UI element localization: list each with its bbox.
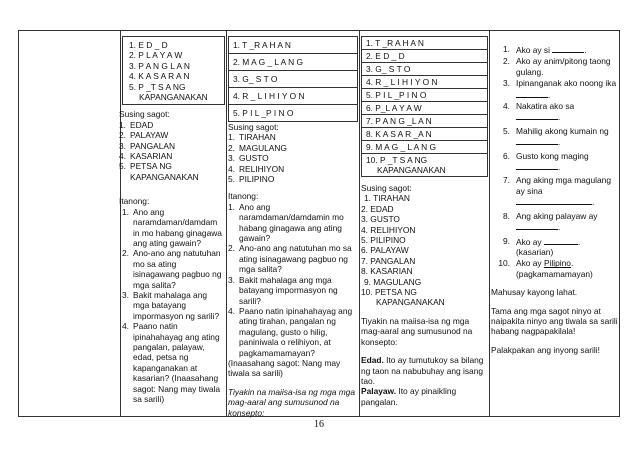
table-cell: 5. P I L _P I N O xyxy=(362,89,488,102)
questions-heading: Itanong: xyxy=(228,191,259,202)
list-item: 4. KASARIAN xyxy=(119,151,173,162)
column-edad xyxy=(119,36,225,404)
praise-text: Palakpakan ang inyong sarili! xyxy=(491,344,600,355)
list-item: 4. RELIHIYON xyxy=(228,163,285,174)
concept-edad: Edad. Ito ay tumutukoy sa bilang ng taon na nabubuhay ang isang tao. xyxy=(361,355,484,386)
list-item: 5. PETSA NG xyxy=(119,161,172,172)
list-item: 9. Ako ay . (kasarian) xyxy=(503,235,581,257)
list-item: 3. Bakit mahalaga ang mga batayang impormasyon ng sarili? xyxy=(122,289,220,321)
answer-key-list xyxy=(119,120,225,172)
list-item: 4. Paano natin ipinahahayag ang ating pangalan, palayaw, edad, petsa ng kapanganakan at kasarian? (Inaasahang sagot: Nang may tiwala sa sarili) xyxy=(122,321,221,404)
list-item: 6. Gusto kong maging . xyxy=(503,150,589,173)
table-cell: 8. K A S A R _A N xyxy=(362,128,488,141)
list-item: 1. Ano ang naramdaman/damdam in mo habang ginagawa ang ating gawain? xyxy=(122,206,222,248)
box-line: 5. P _T S A NG xyxy=(129,81,186,92)
letter-table xyxy=(228,36,358,122)
column-tirahan xyxy=(228,36,358,418)
table-cell: 5. P I L _P I N O xyxy=(229,105,358,122)
list-item: 2. Ano-ano ang natutuhan mo sa ating isinagawang pagbuo ng mga salita? xyxy=(122,248,222,290)
list-item: 1. TIRAHAN xyxy=(364,193,410,204)
table-cell: 2. E D _ D xyxy=(362,50,488,63)
questions-list xyxy=(228,202,358,358)
list-item: 5. PILIPINO xyxy=(361,235,406,246)
box-line: 1. E D _ D xyxy=(129,40,168,50)
list-item: 3. PANGALAN xyxy=(119,140,175,151)
letter-table xyxy=(361,36,488,177)
list-item: 8. Ang aking palayaw ay . xyxy=(503,210,598,233)
table-cell: 10. P _T S A NG KAPANGANAKAN xyxy=(362,154,488,177)
list-item: 3. Bakit mahalaga ang mga batayang impormasyon ng sarili? xyxy=(228,274,338,306)
list-item: 10. PETSA NG xyxy=(361,287,417,298)
answer-key-heading: Susing sagot: xyxy=(228,122,279,132)
concept-note: Tiyakin na maiisa-isa ng mga mag-aaral ang sumusunod na konsepto: xyxy=(361,315,473,347)
table-cell: 2. M A G _ L A N G xyxy=(229,54,358,71)
questions-list xyxy=(119,207,225,405)
list-item: 2. Ano-ano ang natutuhan mo sa ating isinagawang pagbuo ng mga salita? xyxy=(228,243,352,275)
box-line: KAPANGANAKAN xyxy=(139,92,208,103)
answer-key-list xyxy=(361,193,488,307)
column-pagpapakilala xyxy=(493,44,618,355)
list-item: 8. KASARIAN xyxy=(361,266,413,277)
list-item: 2. Ako ay anim/pitong taong gulang. xyxy=(503,56,611,77)
list-item: 5. Mahilig akong kumain ng . xyxy=(503,125,609,148)
answer-key-cont: KAPANGANAKAN xyxy=(130,171,199,182)
list-item: 3. GUSTO xyxy=(228,153,269,164)
table-cell: 3. G_ S T O xyxy=(362,63,488,76)
list-item: 2. EDAD xyxy=(361,203,394,214)
table-cell: 1. T _R A H A N xyxy=(229,37,358,54)
list-item: 1. Ano ang naramdaman/damdamin mo habang ginagawa ang ating gawain? xyxy=(228,201,344,244)
table-cell: 9. M A G _ L A N G xyxy=(362,141,488,154)
column-divider xyxy=(489,30,490,417)
letter-box xyxy=(122,36,225,105)
list-item: 2. PALAYAW xyxy=(119,130,169,141)
expected-answer: (Inaasahang sagot: Nang may tiwala sa sarili) xyxy=(228,357,341,379)
list-item: 1. Ako ay si . xyxy=(503,44,587,55)
table-cell: 7. P A N G _L A N xyxy=(362,115,488,128)
list-item: 1. EDAD xyxy=(119,119,154,130)
list-item: 2. MAGULANG xyxy=(228,142,287,153)
page-number: 16 xyxy=(314,419,324,430)
box-line: 4. K A S A R A N xyxy=(129,71,190,82)
list-item: 4. Nakatira ako sa . xyxy=(503,101,575,123)
list-item: 3. GUSTO xyxy=(361,214,400,225)
answer-key-heading: Susing sagot: xyxy=(119,109,170,120)
table-cell: 4. R _ L I H I Y O N xyxy=(229,88,358,105)
list-item: 9. MAGULANG xyxy=(364,276,422,287)
concept-palayaw: Palayaw. Ito ay pinaikling pangalan. xyxy=(361,386,457,407)
list-item: KAPANGANAKAN xyxy=(376,297,445,308)
list-item: 4. Paano natin ipinahahayag ang ating tirahan, pangalan ng magulang, gusto o hilig, paniniwala o relihiyon, at pagkamamamayan? xyxy=(228,305,353,358)
praise-text: Mahusay kayong lahat. xyxy=(491,287,578,298)
column-review xyxy=(361,36,488,407)
concept-note: Tiyakin na maiisa-isa ng mga mga mag-aaral ang sumusunod na konsepto: xyxy=(228,386,355,418)
table-cell: 4. R _ L I H I Y O N xyxy=(362,76,488,89)
list-item: 6. PALAYAW xyxy=(361,245,409,256)
table-cell: 3. G_ S T O xyxy=(229,71,358,88)
list-item: 10. Ako ay Pilipino. (pagkamamamayan) xyxy=(498,258,593,279)
fill-in-list xyxy=(493,44,618,279)
column-divider xyxy=(359,30,360,417)
answer-key-list xyxy=(228,132,358,184)
table-cell: 1. T _R A H A N xyxy=(362,37,488,50)
list-item: 7. Ang aking mga magulang ay sina . xyxy=(503,175,611,208)
box-line: 3. P A N G L A N xyxy=(129,60,190,71)
box-line: 2. P L A Y A W xyxy=(129,50,183,61)
answer-key-heading: Susing sagot: xyxy=(361,183,412,193)
list-item: 1. TIRAHAN xyxy=(228,132,276,143)
column-divider xyxy=(226,30,227,417)
list-item: 3. Ipinanganak ako noong ika. xyxy=(503,78,617,100)
list-item: 7. PANGALAN xyxy=(361,255,416,266)
table-cell: 6. P_L A Y A W xyxy=(362,102,488,115)
praise-text: Tama ang mga sagot ninyo at naipakita ninyo ang tiwala sa sarili habang nagpapakilala! xyxy=(491,305,618,337)
questions-heading: Itanong: xyxy=(119,196,150,207)
list-item: 4. RELIHIYON xyxy=(361,224,416,235)
list-item: 5. PILIPINO xyxy=(228,174,275,185)
